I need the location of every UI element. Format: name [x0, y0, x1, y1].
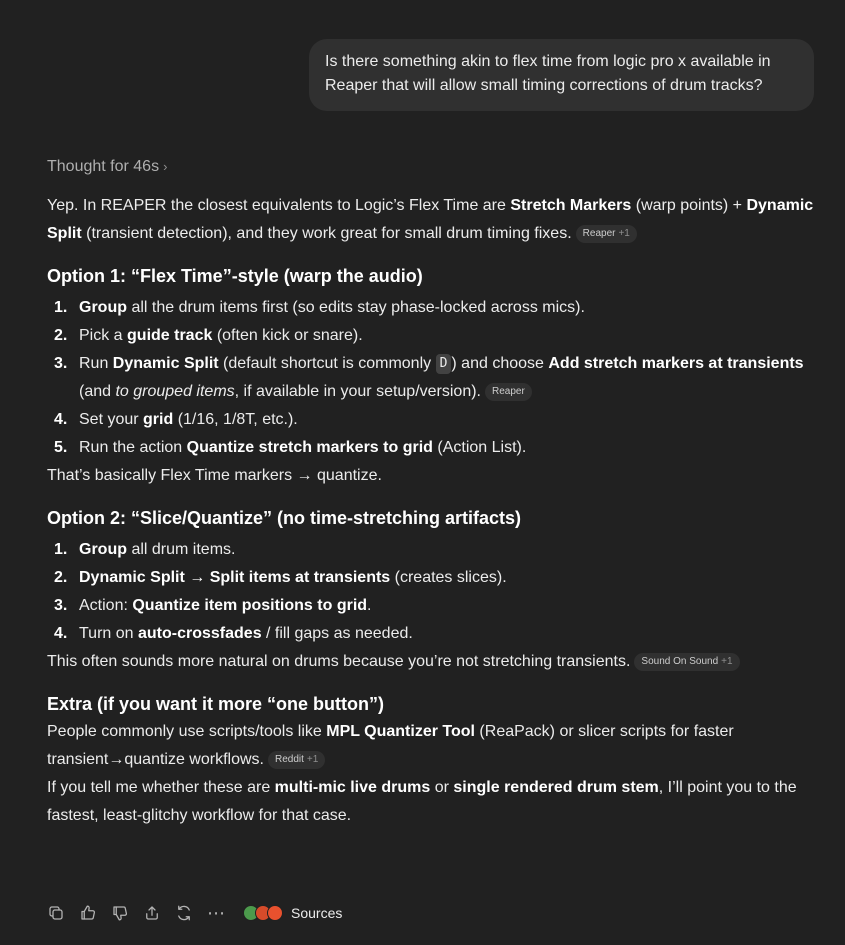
list-item: 1. Group all the drum items first (so edits stay phase-locked across mics). [54, 299, 585, 316]
sources-label: Sources [291, 905, 343, 921]
option2-summary: This often sounds more natural on drums because you’re not stretching transients. Sound On Sound +1 [47, 648, 819, 676]
option2-list [47, 536, 819, 648]
intro-paragraph: Yep. In REAPER the closest equivalents to Logic’s Flex Time are Stretch Markers (warp points) + Dynamic Split (transient detection), and they work great for small drum timing fixes. Reaper +1 [47, 197, 814, 242]
list-item: 4. Turn on auto-crossfades / fill gaps as needed. [54, 625, 413, 642]
citation-reddit[interactable]: Reddit +1 [268, 751, 325, 769]
extra-paragraph: People commonly use scripts/tools like MPL Quantizer Tool (ReaPack) or slicer scripts for faster transient→quantize workflows. Reddit +1 [47, 723, 734, 768]
assistant-response [47, 192, 819, 830]
user-message-bubble: Is there something akin to flex time from logic pro x available in Reaper that will allow small timing corrections of drum tracks? [309, 39, 814, 111]
message-actions [45, 900, 342, 926]
list-item: 3. Run Dynamic Split (default shortcut is commonly D ) and choose Add stretch markers at transients (and to grouped items, if available in your setup/version). Reaper [54, 355, 804, 400]
list-item: 1. Group all drum items. [54, 541, 236, 558]
option1-list [47, 294, 819, 462]
source-favicons [243, 905, 283, 921]
source-favicon-icon [267, 905, 283, 921]
thumbs-down-button[interactable] [109, 902, 131, 924]
sources-button[interactable] [243, 899, 342, 927]
more-button[interactable] [205, 902, 227, 924]
regenerate-icon [175, 904, 193, 922]
option2-heading: Option 2: “Slice/Quantize” (no time-stretching artifacts) [47, 508, 522, 528]
regenerate-button[interactable] [173, 902, 195, 924]
option1-summary: That’s basically Flex Time markers → quantize. [47, 467, 382, 484]
thumbs-up-button[interactable] [77, 902, 99, 924]
citation-sound-on-sound[interactable]: Sound On Sound +1 [634, 653, 739, 671]
citation-reaper[interactable]: Reaper [485, 383, 532, 401]
list-item: 2. Pick a guide track (often kick or snare). [54, 327, 363, 344]
thought-label: Thought for 46s [47, 158, 160, 175]
list-item: 4. Set your grid (1/16, 1/8T, etc.). [54, 411, 298, 428]
extra-heading: Extra (if you want it more “one button”) [47, 694, 384, 714]
more-icon: ⋯ [207, 903, 225, 923]
shortcut-key: D [436, 354, 452, 374]
list-item: 5. Run the action Quantize stretch markers to grid (Action List). [54, 439, 527, 456]
thought-toggle[interactable] [47, 153, 167, 181]
share-icon [143, 904, 161, 922]
copy-icon [47, 904, 65, 922]
thumbs-down-icon [111, 904, 129, 922]
option1-heading: Option 1: “Flex Time”-style (warp the audio) [47, 266, 423, 286]
chevron-right-icon: › [163, 159, 168, 174]
list-item: 2. Dynamic Split → Split items at transients (creates slices). [54, 569, 507, 586]
list-item: 3. Action: Quantize item positions to grid. [54, 597, 372, 614]
thumbs-up-icon [79, 904, 97, 922]
citation-reaper[interactable]: Reaper +1 [576, 225, 637, 243]
share-button[interactable] [141, 902, 163, 924]
copy-button[interactable] [45, 902, 67, 924]
closing-paragraph: If you tell me whether these are multi-mic live drums or single rendered drum stem, I’ll point you to the fastest, least-glitchy workflow for that case. [47, 779, 797, 824]
